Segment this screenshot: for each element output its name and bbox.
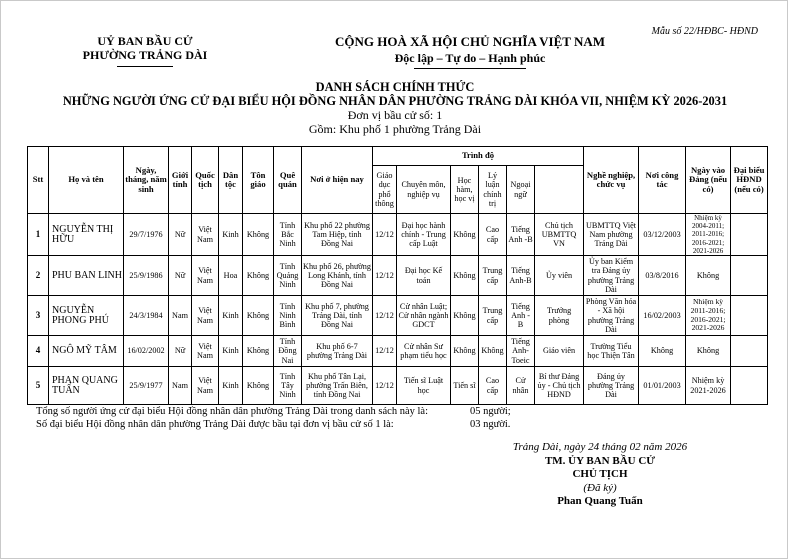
header-specialty: Chuyên môn, nghiệp vụ [397,166,451,214]
cell-general-edu: 12/12 [373,214,397,256]
table-row [28,367,768,405]
signature-block [470,441,730,509]
table-row [28,256,768,296]
cell-occupation: Giáo viên [535,336,584,367]
cell-residence: Khu phố 7, phường Trảng Dài, tỉnh Đồng Nai [302,296,373,336]
cell-dob: 29/7/1976 [124,214,169,256]
cell-ethnicity: Kinh [219,367,243,405]
table-row [28,296,768,336]
cell-degree: Không [451,336,479,367]
cell-religion: Không [243,214,274,256]
cell-hometown: Tỉnh Đồng Nai [274,336,302,367]
cell-nationality: Việt Nam [192,336,219,367]
total-seats-value: 03 người. [470,419,511,430]
national-header [300,34,640,69]
cell-party-date: 16/02/2003 [639,296,686,336]
header-dob: Ngày, tháng, năm sinh [124,147,169,214]
cell-degree: Không [451,256,479,296]
cell-gender: Nữ [169,256,192,296]
cell-party-date: 01/01/2003 [639,367,686,405]
total-candidates-value: 05 người; [470,406,511,417]
cell-workplace: Phòng Văn hóa - Xã hội phường Trảng Dài [584,296,639,336]
cell-workplace: Trường Tiểu học Thiện Tân [584,336,639,367]
header-workplace: Nơi công tác [639,147,686,214]
cell-name: PHU BAN LINH [49,256,124,296]
title-line-1: DANH SÁCH CHÍNH THỨC [315,80,475,94]
table-row [28,214,768,256]
issuer-line-1: UỶ BAN BẦU CỬ [97,34,193,48]
cell-residence: Khu phố 22 phường Tam Hiệp, tỉnh Đồng Nai [302,214,373,256]
cell-language: Cử nhân [507,367,535,405]
cell-nationality: Việt Nam [192,214,219,256]
cell-religion: Không [243,336,274,367]
cell-party-date: Không [639,336,686,367]
issuer-underline [117,66,173,67]
national-underline [414,68,526,69]
cell-hometown: Tỉnh Tây Ninh [274,367,302,405]
cell-hometown: Tỉnh Ninh Bình [274,296,302,336]
cell-workplace: UBMTTQ Việt Nam phường Trảng Dài [584,214,639,256]
total-candidates-label: Tổng số người ứng cử đại biểu Hội đồng nhân dân phường Trảng Dài trong danh sách này là: [36,406,428,417]
national-motto-line-1: CỘNG HOÀ XÃ HỘI CHỦ NGHĨA VIỆT NAM [334,34,606,49]
cell-residence: Khu phố 6-7 phường Trảng Dài [302,336,373,367]
cell-ethnicity: Kinh [219,214,243,256]
header-religion: Tôn giáo [243,147,274,214]
cell-name: NGÔ MỸ TÂM [49,336,124,367]
cell-note [731,296,768,336]
cell-workplace: Đảng ủy phường Trảng Dài [584,367,639,405]
cell-residence: Khu phố 26, phường Long Khánh, tỉnh Đồng Nai [302,256,373,296]
cell-specialty: Đại học Kế toán [397,256,451,296]
header-stt: Stt [28,147,49,214]
cell-political: Không [479,336,507,367]
cell-general-edu: 12/12 [373,296,397,336]
cell-stt: 5 [28,367,49,405]
cell-occupation: Chủ tịch UBMTTQ VN [535,214,584,256]
document-title [20,80,770,136]
cell-gender: Nam [169,296,192,336]
cell-degree: Không [451,296,479,336]
cell-delegate: Nhiệm kỳ 2021-2026 [686,367,731,405]
header-residence: Nơi ở hiện nay [302,147,373,214]
cell-name: NGUYỄN PHONG PHÚ [49,296,124,336]
cell-delegate: Không [686,256,731,296]
cell-political: Trung cấp [479,256,507,296]
header-general-edu: Giáo dục phổ thông [373,166,397,214]
national-motto-line-2: Độc lập – Tự do – Hạnh phúc [394,51,546,65]
cell-residence: Khu phố Tân Lại, phường Trấn Biên, tỉnh Đồng Nai [302,367,373,405]
cell-gender: Nữ [169,214,192,256]
signature-role: CHỦ TỊCH [572,468,628,480]
cell-party-date: 03/8/2016 [639,256,686,296]
cell-occupation: Ủy viên [535,256,584,296]
cell-ethnicity: Kinh [219,336,243,367]
issuer-header [50,34,240,67]
cell-stt: 4 [28,336,49,367]
cell-dob: 24/3/1984 [124,296,169,336]
cell-specialty: Tiến sĩ Luật học [397,367,451,405]
cell-occupation: Trưởng phòng [535,296,584,336]
cell-nationality: Việt Nam [192,296,219,336]
cell-political: Cao cấp [479,214,507,256]
cell-occupation: Bí thư Đảng ủy - Chủ tịch HĐND [535,367,584,405]
cell-general-edu: 12/12 [373,336,397,367]
cell-party-date: 03/12/2003 [639,214,686,256]
cell-language: Tiếng Anh - B [507,296,535,336]
cell-name: PHAN QUANG TUẤN [49,367,124,405]
header-name: Họ và tên [49,147,124,214]
signature-person: Phan Quang Tuấn [557,495,643,507]
cell-religion: Không [243,256,274,296]
header-hometown: Quê quán [274,147,302,214]
cell-hometown: Tỉnh Bắc Ninh [274,214,302,256]
totals-block [36,405,511,431]
cell-delegate: Nhiệm kỳ 2004-2011; 2011-2016; 2016-2021; 2021-2026 [686,214,731,256]
cell-hometown: Tỉnh Quảng Ninh [274,256,302,296]
cell-note [731,214,768,256]
header-delegate: Đại biểu HĐND (nếu có) [731,147,768,214]
header-occupation: Nghề nghiệp, chức vụ [584,147,639,214]
table-row [28,336,768,367]
cell-religion: Không [243,296,274,336]
cell-dob: 25/9/1977 [124,367,169,405]
cell-note [731,367,768,405]
total-seats [36,418,511,431]
candidate-table [27,146,768,405]
signature-date: Trảng Dài, ngày 24 tháng 02 năm 2026 [512,441,688,453]
cell-degree: Tiến sĩ [451,367,479,405]
header-education: Trình độ [373,147,584,166]
total-seats-label: Số đại biểu Hội đồng nhân dân phường Trảng Dài được bầu tại đơn vị bầu cử số 1 là: [36,419,394,430]
cell-general-edu: 12/12 [373,256,397,296]
header-degree: Học hàm, học vị [451,166,479,214]
cell-language: Tiếng Anh-Toeic [507,336,535,367]
cell-dob: 16/02/2002 [124,336,169,367]
cell-stt: 1 [28,214,49,256]
cell-nationality: Việt Nam [192,256,219,296]
cell-political: Cao cấp [479,367,507,405]
header-language: Ngoại ngữ [507,166,535,214]
cell-delegate: Không [686,336,731,367]
cell-political: Trung cấp [479,296,507,336]
cell-language: Tiếng Anh-B [507,256,535,296]
cell-workplace: Ủy ban Kiểm tra Đảng ủy phường Trảng Dài [584,256,639,296]
issuer-line-2: PHƯỜNG TRẢNG DÀI [82,48,208,62]
cell-specialty: Cử nhân Luật; Cử nhân ngành GDCT [397,296,451,336]
cell-note [731,256,768,296]
signature-signed-note: (Đã ký) [583,481,617,494]
cell-ethnicity: Hoa [219,256,243,296]
cell-stt: 3 [28,296,49,336]
title-line-2: NHỮNG NGƯỜI ỨNG CỬ ĐẠI BIỂU HỘI ĐỒNG NHÂN DÂN PHƯỜNG TRẢNG DÀI KHÓA VII, NHIỆM KỲ 2026-2031 [62,94,728,108]
cell-religion: Không [243,367,274,405]
title-line-4: Gồm: Khu phố 1 phường Trảng Dài [308,122,482,136]
cell-general-edu: 12/12 [373,367,397,405]
signature-org: TM. ỦY BAN BẦU CỬ [544,454,656,467]
cell-specialty: Đại học hành chính - Trung cấp Luật [397,214,451,256]
cell-ethnicity: Kinh [219,296,243,336]
cell-delegate: Nhiệm kỳ 2011-2016; 2016-2021; 2021-2026 [686,296,731,336]
total-candidates [36,405,511,418]
header-gender: Giới tính [169,147,192,214]
cell-name: NGUYỄN THỊ HỮU [49,214,124,256]
cell-language: Tiếng Anh -B [507,214,535,256]
cell-dob: 25/9/1986 [124,256,169,296]
cell-nationality: Việt Nam [192,367,219,405]
header-nationality: Quốc tịch [192,147,219,214]
title-line-3: Đơn vị bầu cử số: 1 [347,108,443,122]
form-code: Mẫu số 22/HĐBC- HĐND [651,26,758,37]
header-ethnicity: Dân tộc [219,147,243,214]
header-party-date: Ngày vào Đảng (nếu có) [686,147,731,214]
cell-gender: Nam [169,367,192,405]
cell-stt: 2 [28,256,49,296]
cell-specialty: Cử nhân Sư phạm tiểu học [397,336,451,367]
cell-note [731,336,768,367]
cell-gender: Nữ [169,336,192,367]
header-political: Lý luận chính trị [479,166,507,214]
cell-degree: Không [451,214,479,256]
